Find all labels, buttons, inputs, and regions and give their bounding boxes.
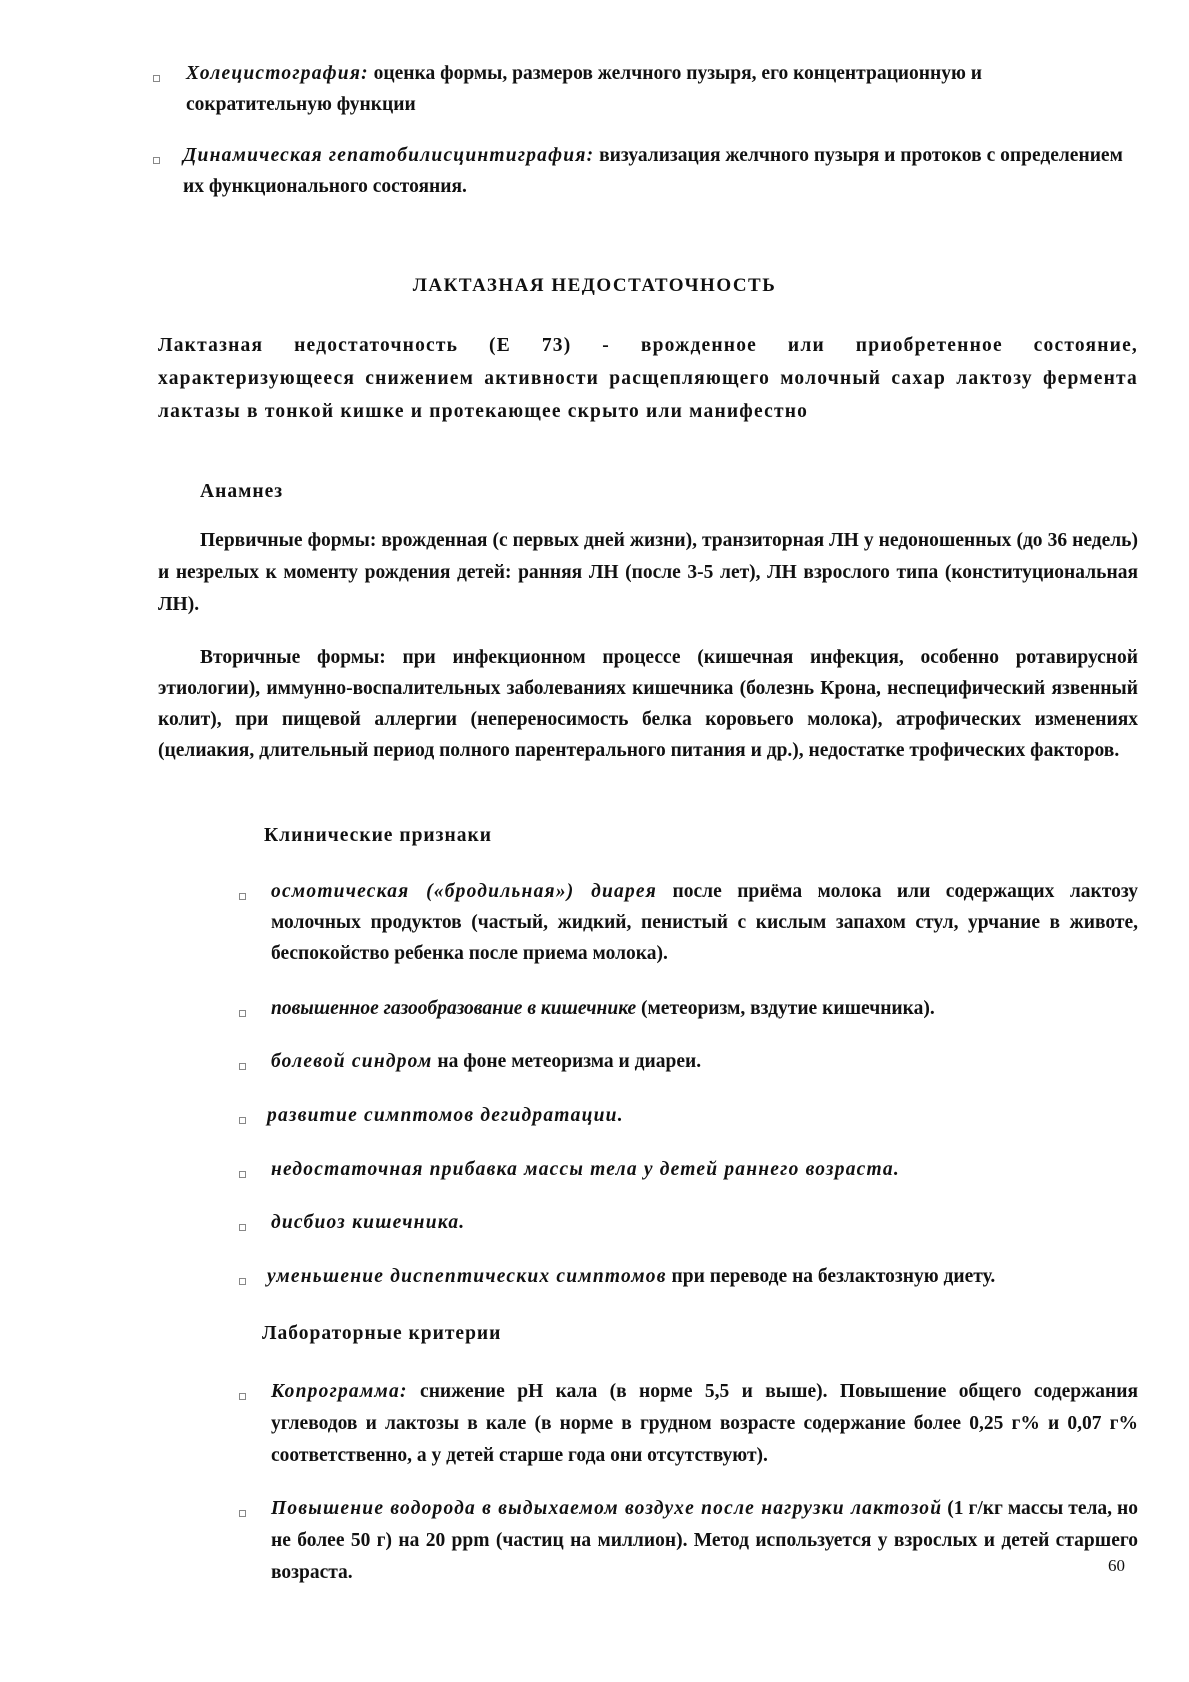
item-text: при переводе на безлактозную диету.: [671, 1266, 996, 1287]
bullet-marker-icon: [239, 1278, 246, 1285]
top-item-cholecystography: [186, 58, 1131, 120]
item-text: снижение pH кала (в норме 5,5 и выше). Повышение общего содержания углеводов и лактозы в кале (в норме в грудном возрасте содержание более 0,25 г% и 0,07 г% соответственно, а у детей старше года они отсутствуют).: [271, 1381, 1138, 1466]
term: развитие симптомов дегидратации.: [267, 1105, 624, 1126]
term: повышенное газообразование в кишечнике: [271, 998, 637, 1019]
term: осмотическая («бродильная») диарея: [271, 881, 657, 902]
term: Повышение водорода в выдыхаемом воздухе после нагрузки лактозой: [271, 1498, 943, 1519]
term: Копрограмма:: [271, 1381, 408, 1402]
clinical-heading: Клинические признаки: [264, 825, 492, 846]
bullet-marker-icon: [239, 1393, 246, 1400]
laboratory-item: [271, 1376, 1138, 1472]
top-item-scintigraphy: [183, 140, 1135, 202]
definition-paragraph: Лактазная недостаточность (Е 73) - врожденное или приобретенное состояние, характеризующееся снижением активности расщепляющего молочный сахар лактозу фермента лактазы в тонкой кишке и протекающее скрыто или манифестно: [158, 335, 1138, 422]
item-text: после приёма молока или содержащих лактозу молочных продуктов (частый, жидкий, пенистый с кислым запахом стул, урчание в животе, беспокойство ребенка после приема молока).: [271, 881, 1138, 964]
anamnesis-heading: Анамнез: [200, 481, 284, 502]
secondary-forms-paragraph: Вторичные формы: при инфекционном процессе (кишечная инфекция, особенно ротавирусной этиологии), иммунно-воспалительных заболеваниях кишечника (болезнь Крона, неспецифический язвенный колит), при пищевой аллергии (непереносимость белка коровьего молока), атрофических изменениях (целиакия, длительный период полного парентерального питания и др.), недостатке трофических факторов.: [158, 647, 1138, 761]
laboratory-heading: Лабораторные критерии: [262, 1323, 502, 1344]
term: болевой синдром: [271, 1051, 433, 1072]
clinical-item: [267, 1100, 1138, 1131]
term: Холецистография:: [186, 63, 369, 84]
term: недостаточная прибавка массы тела у детей раннего возраста.: [271, 1159, 900, 1180]
bullet-marker-icon: [239, 893, 246, 900]
clinical-item: [271, 993, 1138, 1024]
clinical-item: [267, 1261, 1138, 1292]
term: уменьшение диспептических симптомов: [267, 1266, 667, 1287]
bullet-marker-icon: [239, 1010, 246, 1017]
bullet-marker-icon: [239, 1171, 246, 1178]
page-number: 60: [1108, 1556, 1125, 1575]
clinical-item: [271, 876, 1138, 969]
primary-forms-paragraph: Первичные формы: врожденная (с первых дней жизни), транзиторная ЛН у недоношенных (до 36 недель) и незрелых к моменту рождения детей: ранняя ЛН (после 3-5 лет), ЛН взрослого типа (конституциональная ЛН).: [158, 530, 1138, 615]
item-text: на фоне метеоризма и диареи.: [437, 1051, 702, 1072]
bullet-marker-icon: [153, 75, 160, 82]
bullet-marker-icon: [239, 1063, 246, 1070]
laboratory-item: [271, 1493, 1138, 1589]
clinical-item: [271, 1154, 1138, 1185]
item-text: (метеоризм, вздутие кишечника).: [641, 998, 935, 1019]
item-text: (1 г/кг массы тела, но не более 50 г) на 20 ppm (частиц на миллион). Метод используется у взрослых и детей старшего возраста.: [271, 1498, 1139, 1583]
bullet-marker-icon: [239, 1224, 246, 1231]
clinical-item: [271, 1207, 1138, 1238]
bullet-marker-icon: [153, 157, 160, 164]
section-title: ЛАКТАЗНАЯ НЕДОСТАТОЧНОСТЬ: [412, 275, 777, 296]
item-text: визуализация желчного пузыря и протоков с определением их функционального состояния.: [183, 145, 1123, 197]
clinical-item: [271, 1046, 1138, 1077]
term: дисбиоз кишечника.: [271, 1212, 466, 1233]
bullet-marker-icon: [239, 1117, 246, 1124]
term: Динамическая гепатобилисцинтиграфия:: [183, 145, 595, 166]
item-text: оценка формы, размеров желчного пузыря, его концентрационную и сократительную функции: [186, 63, 983, 115]
bullet-marker-icon: [239, 1510, 246, 1517]
